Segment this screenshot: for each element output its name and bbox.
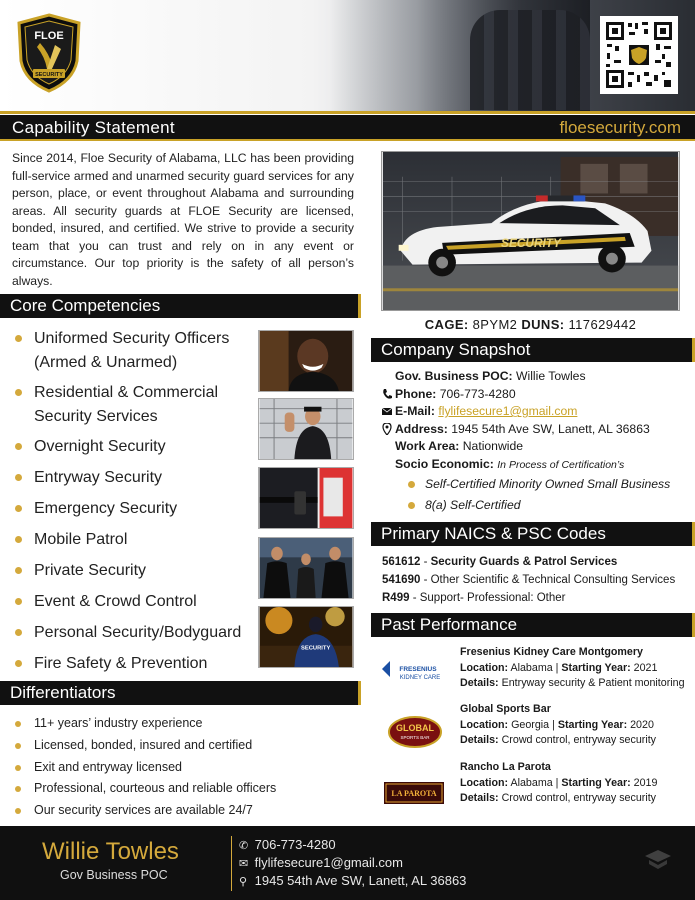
bullet-icon	[15, 765, 21, 771]
bullet-icon	[15, 808, 21, 814]
list-item: Exit and entryway licensed	[12, 757, 357, 779]
vest-label-text: SECURITY	[301, 645, 331, 652]
security-car-photo	[381, 151, 680, 311]
footer-address: ⚲ 1945 54th Ave SW, Lanett, AL 36863	[239, 873, 467, 888]
cage-value: 8PYM2	[472, 317, 518, 332]
website-link[interactable]: floesecurity.com	[559, 118, 681, 137]
cert-item: 8(a) Self-Certified	[382, 495, 682, 516]
floe-security-logo	[15, 13, 83, 93]
work-area-row: Work Area: Nationwide	[395, 439, 524, 453]
cage-duns-line	[381, 317, 680, 332]
page-title: Capability Statement	[12, 118, 175, 137]
bullet-icon	[408, 502, 415, 509]
logo-text-bottom: SECURITY	[35, 72, 63, 78]
core-competencies-list	[12, 327, 252, 676]
footer-watermark-logo	[643, 848, 673, 874]
naics-row: 541690 - Other Scientific & Technical Consulting Services	[382, 574, 676, 586]
naics-header: Primary NAICS & PSC Codes	[371, 522, 695, 546]
global-sports-bar-logo	[380, 708, 450, 748]
past-performance-entry: LA PAROTA Rancho La Parota Location: Alabama | Starting Year: 2019 Details: Crowd control, entryway security	[380, 760, 690, 812]
past-performance-entry: FRESENIUS KIDNEY CARE Fresenius Kidney Care Montgomery Location: Alabama | Starting Year: 2021 Details: Entryway security & Patient monitoring	[380, 645, 690, 697]
bullet-icon	[15, 721, 21, 727]
naics-row: R499 - Support- Professional: Other	[382, 592, 566, 604]
cert-item: Self-Certified Minority Owned Small Business	[382, 474, 682, 495]
past-performance-header: Past Performance	[371, 613, 695, 637]
poc-row: Gov. Business POC: Willie Towles	[395, 369, 586, 383]
list-item: Professional, courteous and reliable officers	[12, 778, 357, 800]
svg-text:KIDNEY CARE: KIDNEY CARE	[399, 675, 441, 681]
bullet-icon	[15, 505, 22, 512]
car-decal-text: SECURITY	[501, 235, 561, 250]
svg-text:LA PAROTA: LA PAROTA	[391, 789, 437, 798]
address-row: Address: 1945 54th Ave SW, Lanett, AL 36863	[382, 421, 682, 439]
bullet-icon	[15, 389, 22, 396]
list-item: Entryway Security	[12, 466, 252, 490]
header-gold-divider	[0, 111, 695, 114]
fresenius-logo	[380, 651, 450, 691]
list-item: Event & Crowd Control	[12, 590, 252, 614]
event-security-photo	[258, 606, 354, 668]
svg-text:FRESENIUS: FRESENIUS	[399, 666, 437, 673]
location-pin-icon: ⚲	[239, 876, 248, 888]
differentiators-list	[12, 713, 357, 822]
bullet-icon	[15, 598, 22, 605]
bullet-icon	[15, 443, 22, 450]
duns-value: 117629442	[568, 317, 637, 332]
la-parota-logo	[380, 766, 450, 806]
officer-portrait-photo	[258, 330, 354, 392]
email-link[interactable]: flylifesecure1@gmail.com	[438, 404, 578, 418]
location-pin-icon	[382, 423, 392, 435]
entry-name: Global Sports Bar	[460, 703, 551, 715]
email-icon: ✉	[239, 858, 249, 870]
phone-row: Phone: 706-773-4280	[382, 386, 682, 404]
cage-label: CAGE:	[424, 317, 469, 332]
svg-text:SPORTS BAR: SPORTS BAR	[400, 735, 430, 740]
email-icon	[382, 405, 392, 417]
entry-name: Rancho La Parota	[460, 761, 551, 773]
phone-icon	[382, 388, 392, 400]
officer-stop-photo	[258, 398, 354, 460]
qr-code[interactable]	[600, 16, 678, 94]
svg-text:GLOBAL: GLOBAL	[396, 723, 434, 733]
bodyguards-photo	[258, 537, 354, 599]
list-item: Personal Security/Bodyguard	[12, 621, 252, 645]
duns-label: DUNS:	[521, 317, 565, 332]
bullet-icon	[15, 629, 22, 636]
capability-banner	[0, 115, 695, 141]
officer-belt-photo	[258, 467, 354, 529]
list-item: Private Security	[12, 559, 252, 583]
list-item: Our security services are available 24/7	[12, 800, 357, 822]
bullet-icon	[15, 567, 22, 574]
list-item: Fire Safety & Prevention	[12, 652, 252, 676]
bullet-icon	[15, 474, 22, 481]
entry-name: Fresenius Kidney Care Montgomery	[460, 646, 643, 658]
officer-vest-graphic	[470, 10, 590, 110]
logo-text-top: FLOE	[34, 30, 64, 42]
company-snapshot	[382, 368, 682, 516]
list-item: Emergency Security	[12, 497, 252, 521]
footer-contact-role: Gov Business POC	[60, 868, 168, 882]
email-row: E-Mail: flylifesecure1@gmail.com	[382, 403, 682, 421]
footer-email[interactable]: ✉ flylifesecure1@gmail.com	[239, 855, 403, 870]
intro-paragraph: Since 2014, Floe Security of Alabama, LLC has been providing full-service armed and unarmed security guard services for any person, place, or event throughout Alabama and surrounding areas. All security guards at FLOE Security are licensed, bonded, insured, and certified. We strive to provide a security team that you can trust and rely on in any event or circumstance. Our top priority is the safety of all person’s always.	[12, 151, 354, 288]
bullet-icon	[15, 786, 21, 792]
naics-row: 561612 - Security Guards & Patrol Services	[382, 556, 618, 568]
header-photo-banner	[0, 0, 695, 112]
past-performance-entry: GLOBAL SPORTS BAR Global Sports Bar Location: Georgia | Starting Year: 2020 Details: Crowd control, entryway security	[380, 702, 690, 754]
bullet-icon	[15, 660, 22, 667]
footer	[0, 826, 695, 900]
footer-contact-name: Willie Towles	[42, 838, 179, 865]
core-competencies-header: Core Competencies	[0, 294, 361, 318]
differentiators-header: Differentiators	[0, 681, 361, 705]
list-item: Licensed, bonded, insured and certified	[12, 735, 357, 757]
bullet-icon	[15, 743, 21, 749]
list-item: Overnight Security	[12, 435, 252, 459]
footer-divider	[231, 836, 232, 891]
socio-row: Socio Economic: In Process of Certification’s	[395, 456, 625, 471]
phone-icon: ✆	[239, 840, 249, 852]
list-item: Uniformed Security Officers (Armed & Unarmed)	[12, 327, 252, 375]
bullet-icon	[15, 536, 22, 543]
footer-phone[interactable]: ✆ 706-773-4280	[239, 837, 336, 852]
naics-codes	[382, 553, 687, 607]
list-item: 11+ years’ industry experience	[12, 713, 357, 735]
bullet-icon	[408, 481, 415, 488]
bullet-icon	[15, 335, 22, 342]
company-snapshot-header: Company Snapshot	[371, 338, 695, 362]
list-item: Residential & Commercial Security Services	[12, 381, 252, 429]
list-item: Mobile Patrol	[12, 528, 252, 552]
